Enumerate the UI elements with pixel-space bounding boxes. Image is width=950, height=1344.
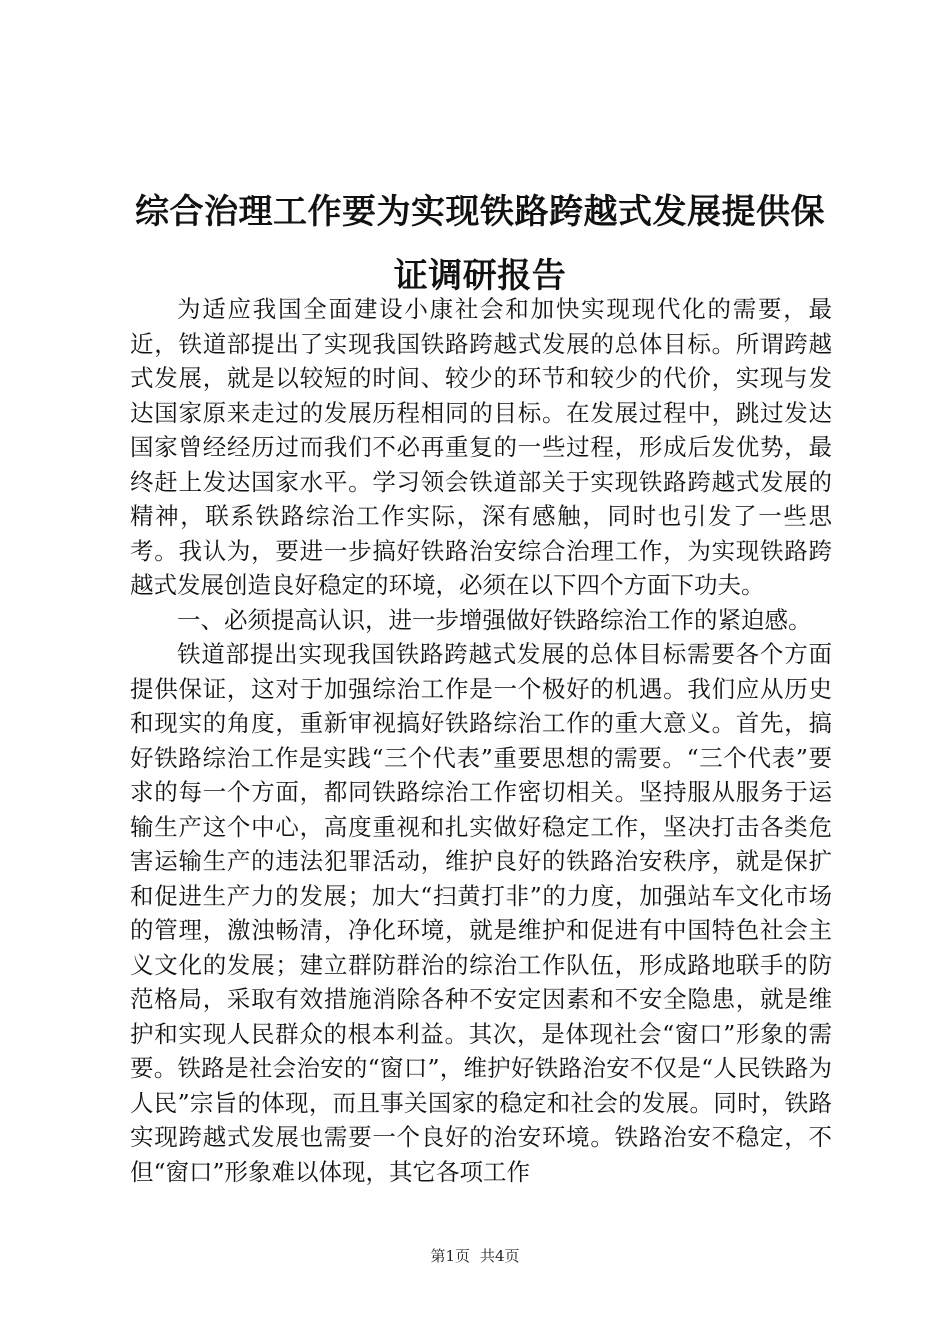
page-total: 共4页 xyxy=(480,1247,520,1265)
paragraph-section-heading: 一、必须提高认识，进一步增强做好铁路综治工作的紧迫感。 xyxy=(177,605,812,634)
document-body xyxy=(130,292,832,1189)
paragraph-intro: 为适应我国全面建设小康社会和加快实现现代化的需要，最近，铁道部提出了实现我国铁路跨越式发展的总体目标。所谓跨越式发展，就是以较短的时间、较少的环节和较少的代价，实现与发达国家原来走过的发展历程相同的目标。在发展过程中，跳过发达国家曾经经历过而我们不必再重复的一些过程，形成后发优势，最终赶上发达国家水平。学习领会铁道部关于实现铁路跨越式发展的精神，联系铁路综治工作实际，深有感触，同时也引发了一些思考。我认为，要进一步搞好铁路治安综合治理工作，为实现铁路跨越式发展创造良好稳定的环境，必须在以下四个方面下功夫。 xyxy=(130,295,832,599)
page-number: 第1页 xyxy=(430,1247,470,1265)
document-title: 综合治理工作要为实现铁路跨越式发展提供保证调研报告 xyxy=(135,192,825,296)
paragraph-section-body: 铁道部提出实现我国铁路跨越式发展的总体目标需要各个方面提供保证，这对于加强综治工作是一个极好的机遇。我们应从历史和现实的角度，重新审视搞好铁路综治工作的重大意义。首先，搞好铁路综治工作是实践“三个代表”重要思想的需要。“三个代表”要求的每一个方面，都同铁路综治工作密切相关。坚持服从服务于运输生产这个中心，高度重视和扎实做好稳定工作，坚决打击各类危害运输生产的违法犯罪活动，维护良好的铁路治安秩序，就是保扩和促进生产力的发展；加大“扫黄打非”的力度，加强站车文化市场的管理，激浊畅清，净化环境，就是维护和促进有中国特色社会主义文化的发展；建立群防群治的综治工作队伍，形成路地联手的防范格局，采取有效措施消除各种不安定因素和不安全隐患，就是维护和实现人民群众的根本利益。其次，是体现社会“窗口”形象的需要。铁路是社会治安的“窗口”，维护好铁路治安不仅是“人民铁路为人民”宗旨的体现，而且事关国家的稳定和社会的发展。同时，铁路实现跨越式发展也需要一个良好的治安环境。铁路治安不稳定，不但“窗口”形象难以体现，其它各项工作 xyxy=(130,640,832,1186)
page-footer xyxy=(0,1245,950,1266)
